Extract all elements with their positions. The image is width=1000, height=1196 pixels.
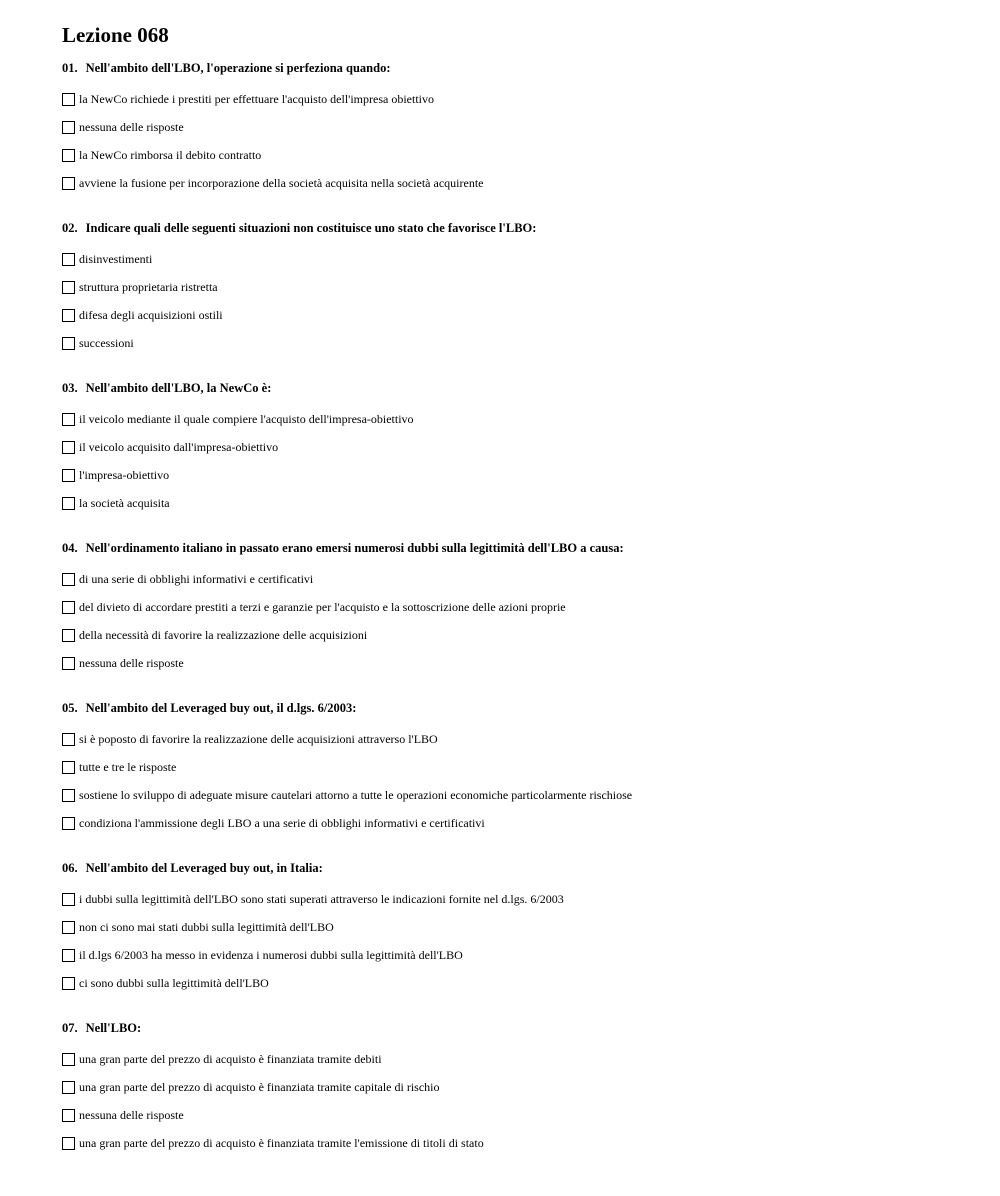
option-label: del divieto di accordare prestiti a terzi e garanzie per l'acquisto e la sottoscrizione delle azioni proprie <box>79 600 566 614</box>
answer-option[interactable] <box>62 649 962 677</box>
answer-option[interactable] <box>62 461 962 489</box>
option-label: sostiene lo sviluppo di adeguate misure cautelari attorno a tutte le operazioni economiche particolarmente rischiose <box>79 788 633 802</box>
answer-option[interactable] <box>62 273 962 301</box>
question-number: 07. <box>62 1021 78 1035</box>
answer-option[interactable] <box>62 1073 962 1101</box>
checkbox[interactable] <box>62 573 75 586</box>
question-label: Nell'LBO: <box>85 1021 142 1035</box>
checkbox[interactable] <box>62 1137 75 1150</box>
question-label: Nell'ambito dell'LBO, la NewCo è: <box>85 381 272 395</box>
checkbox[interactable] <box>62 817 75 830</box>
answer-option[interactable] <box>62 113 962 141</box>
checkbox[interactable] <box>62 337 75 350</box>
option-label: la NewCo rimborsa il debito contratto <box>79 148 262 162</box>
checkbox[interactable] <box>62 309 75 322</box>
question-text <box>62 220 962 237</box>
answer-option[interactable] <box>62 913 962 941</box>
question-text <box>62 540 962 557</box>
answer-option[interactable] <box>62 85 962 113</box>
option-label: disinvestimenti <box>79 252 153 266</box>
checkbox[interactable] <box>62 469 75 482</box>
option-label: il veicolo acquisito dall'impresa-obiettivo <box>79 440 279 454</box>
question-text <box>62 380 962 397</box>
question-06 <box>62 860 962 997</box>
checkbox[interactable] <box>62 629 75 642</box>
checkbox[interactable] <box>62 1081 75 1094</box>
quiz-page <box>62 22 962 1180</box>
option-label: della necessità di favorire la realizzazione delle acquisizioni <box>79 628 368 642</box>
answer-option[interactable] <box>62 301 962 329</box>
option-label: difesa degli acquisizioni ostili <box>79 308 223 322</box>
question-text <box>62 60 962 77</box>
checkbox[interactable] <box>62 893 75 906</box>
question-label: Nell'ordinamento italiano in passato erano emersi numerosi dubbi sulla legittimità dell'LBO a causa: <box>85 541 624 555</box>
option-label: una gran parte del prezzo di acquisto è finanziata tramite capitale di rischio <box>79 1080 440 1094</box>
question-number: 02. <box>62 221 78 235</box>
answer-option[interactable] <box>62 1045 962 1073</box>
checkbox[interactable] <box>62 761 75 774</box>
checkbox[interactable] <box>62 1053 75 1066</box>
question-text <box>62 1020 962 1037</box>
answer-option[interactable] <box>62 885 962 913</box>
answer-option[interactable] <box>62 593 962 621</box>
option-label: tutte e tre le risposte <box>79 760 177 774</box>
checkbox[interactable] <box>62 413 75 426</box>
question-04 <box>62 540 962 677</box>
answer-option[interactable] <box>62 329 962 357</box>
option-label: l'impresa-obiettivo <box>79 468 170 482</box>
checkbox[interactable] <box>62 177 75 190</box>
question-01 <box>62 60 962 197</box>
option-label: condiziona l'ammissione degli LBO a una serie di obblighi informativi e certificativi <box>79 816 485 830</box>
question-label: Nell'ambito del Leveraged buy out, in Italia: <box>85 861 323 875</box>
option-label: avviene la fusione per incorporazione della società acquisita nella società acquirente <box>79 176 484 190</box>
answer-option[interactable] <box>62 1129 962 1157</box>
answer-option[interactable] <box>62 809 962 837</box>
answer-option[interactable] <box>62 169 962 197</box>
option-label: di una serie di obblighi informativi e certificativi <box>79 572 314 586</box>
answer-option[interactable] <box>62 781 962 809</box>
answer-option[interactable] <box>62 245 962 273</box>
checkbox[interactable] <box>62 253 75 266</box>
question-02 <box>62 220 962 357</box>
answer-option[interactable] <box>62 621 962 649</box>
option-label: il d.lgs 6/2003 ha messo in evidenza i numerosi dubbi sulla legittimità dell'LBO <box>79 948 463 962</box>
checkbox[interactable] <box>62 949 75 962</box>
question-label: Nell'ambito del Leveraged buy out, il d.lgs. 6/2003: <box>85 701 357 715</box>
checkbox[interactable] <box>62 733 75 746</box>
answer-option[interactable] <box>62 725 962 753</box>
option-label: si è poposto di favorire la realizzazione delle acquisizioni attraverso l'LBO <box>79 732 438 746</box>
page-title: Lezione 068 <box>62 23 169 47</box>
question-07 <box>62 1020 962 1157</box>
question-number: 01. <box>62 61 78 75</box>
answer-option[interactable] <box>62 433 962 461</box>
checkbox[interactable] <box>62 149 75 162</box>
option-label: non ci sono mai stati dubbi sulla legittimità dell'LBO <box>79 920 334 934</box>
question-label: Nell'ambito dell'LBO, l'operazione si perfeziona quando: <box>85 61 391 75</box>
question-05 <box>62 700 962 837</box>
option-label: nessuna delle risposte <box>79 120 184 134</box>
answer-option[interactable] <box>62 753 962 781</box>
answer-option[interactable] <box>62 489 962 517</box>
option-label: la società acquisita <box>79 496 170 510</box>
option-label: nessuna delle risposte <box>79 1108 184 1122</box>
option-label: una gran parte del prezzo di acquisto è finanziata tramite debiti <box>79 1052 382 1066</box>
option-label: il veicolo mediante il quale compiere l'acquisto dell'impresa-obiettivo <box>79 412 414 426</box>
question-text <box>62 700 962 717</box>
question-label: Indicare quali delle seguenti situazioni non costituisce uno stato che favorisce l'LBO: <box>85 221 537 235</box>
checkbox[interactable] <box>62 441 75 454</box>
question-text <box>62 860 962 877</box>
option-label: successioni <box>79 336 134 350</box>
question-03 <box>62 380 962 517</box>
answer-option[interactable] <box>62 405 962 433</box>
checkbox[interactable] <box>62 977 75 990</box>
option-label: una gran parte del prezzo di acquisto è finanziata tramite l'emissione di titoli di stato <box>79 1136 484 1150</box>
answer-option[interactable] <box>62 565 962 593</box>
checkbox[interactable] <box>62 497 75 510</box>
answer-option[interactable] <box>62 969 962 997</box>
question-number: 06. <box>62 861 78 875</box>
answer-option[interactable] <box>62 941 962 969</box>
option-label: i dubbi sulla legittimità dell'LBO sono stati superati attraverso le indicazioni fornite nel d.lgs. 6/2003 <box>79 892 564 906</box>
option-label: ci sono dubbi sulla legittimità dell'LBO <box>79 976 269 990</box>
option-label: struttura proprietaria ristretta <box>79 280 218 294</box>
checkbox[interactable] <box>62 657 75 670</box>
answer-option[interactable] <box>62 1101 962 1129</box>
option-label: la NewCo richiede i prestiti per effettuare l'acquisto dell'impresa obiettivo <box>79 92 434 106</box>
option-label: nessuna delle risposte <box>79 656 184 670</box>
checkbox[interactable] <box>62 1109 75 1122</box>
checkbox[interactable] <box>62 121 75 134</box>
checkbox[interactable] <box>62 789 75 802</box>
question-number: 03. <box>62 381 78 395</box>
checkbox[interactable] <box>62 601 75 614</box>
checkbox[interactable] <box>62 921 75 934</box>
checkbox[interactable] <box>62 281 75 294</box>
question-number: 05. <box>62 701 78 715</box>
answer-option[interactable] <box>62 141 962 169</box>
checkbox[interactable] <box>62 93 75 106</box>
question-number: 04. <box>62 541 78 555</box>
